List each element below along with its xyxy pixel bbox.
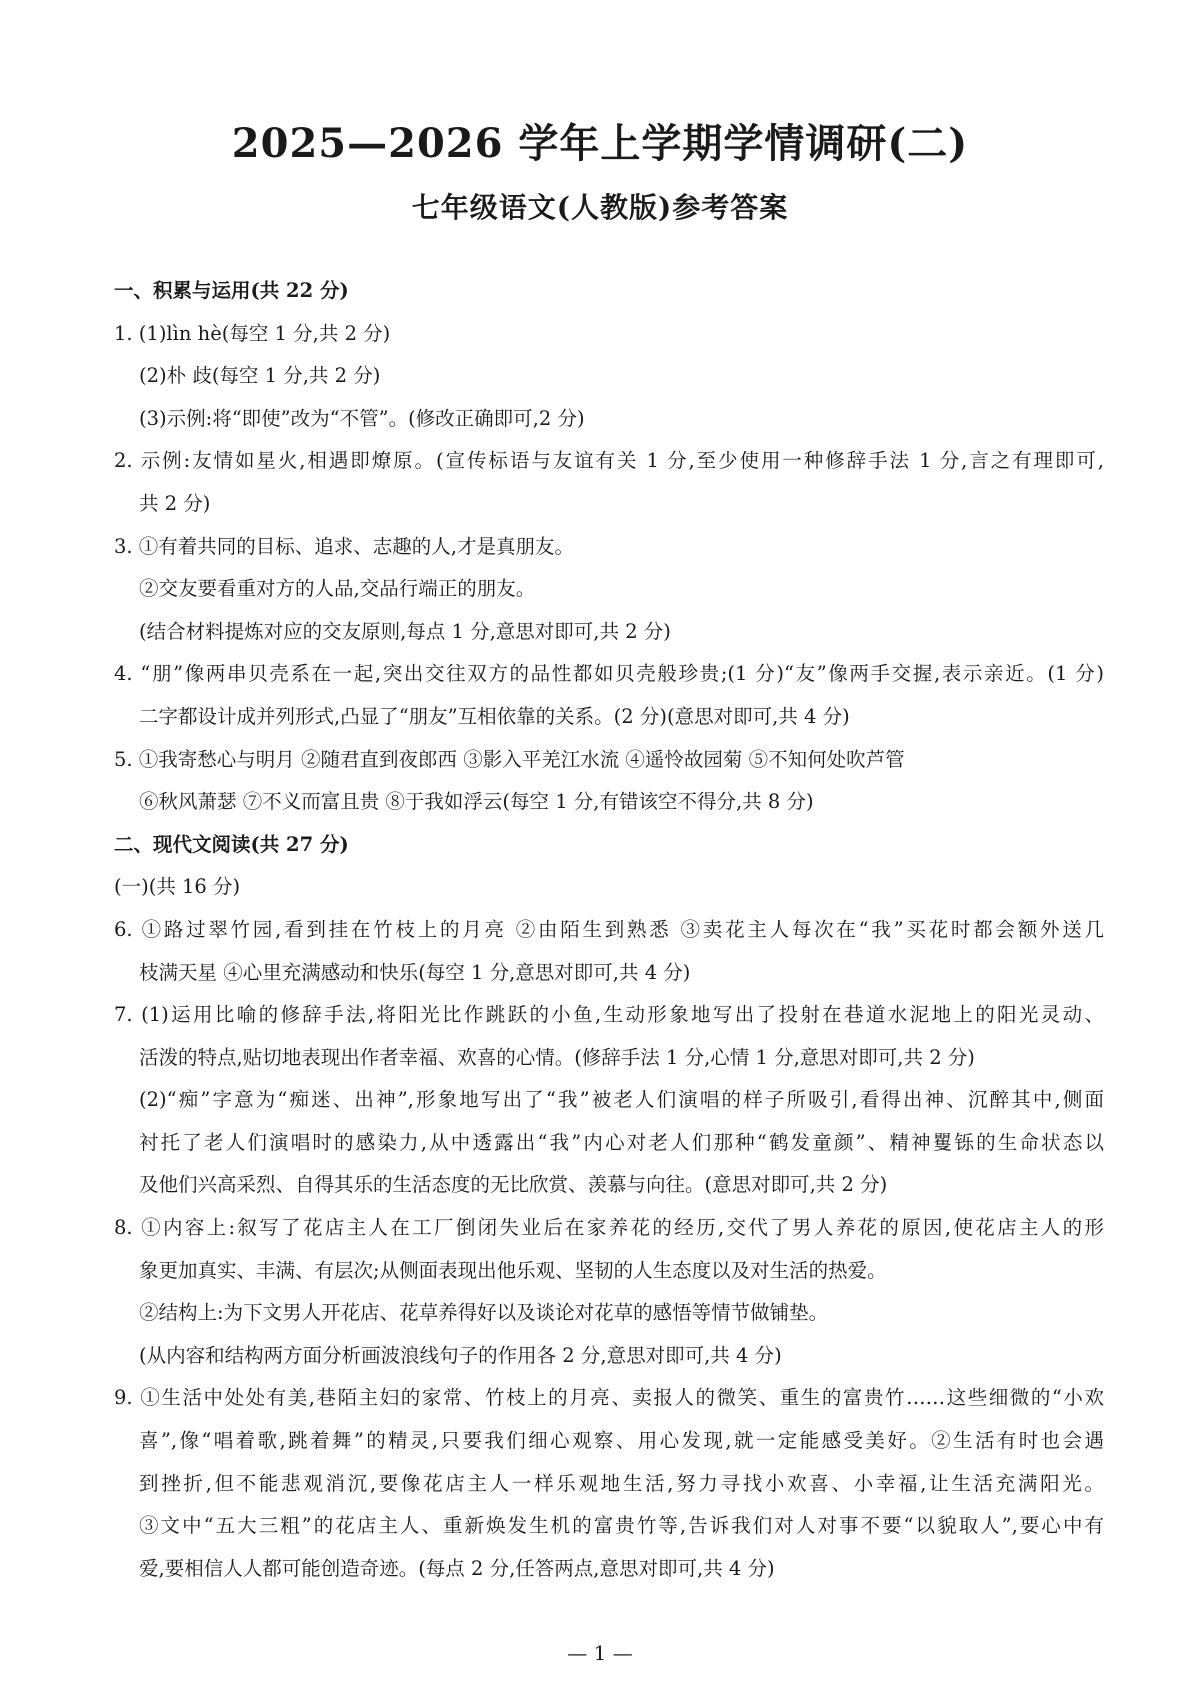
answer-line: (从内容和结构两方面分析画波浪线句子的作用各 2 分,意思对即可,共 4 分) (139, 1343, 782, 1367)
answer-line: 9. ①生活中处处有美,巷陌主妇的家常、竹枝上的月亮、卖报人的微笑、重生的富贵竹……这些细微的“小欢 (114, 1386, 1104, 1410)
document-title: 2025—2026 学年上学期学情调研(二) (231, 120, 969, 167)
answer-line: 8. ①内容上:叙写了花店主人在工厂倒闭失业后在家养花的经历,交代了男人养花的原因,使花店主人的形 (114, 1216, 1104, 1240)
answer-line: 7. (1)运用比喻的修辞手法,将阳光比作跳跃的小鱼,生动形象地写出了投射在巷道水泥地上的阳光灵动、 (114, 1003, 1104, 1027)
answer-line: (2)朴 歧(每空 1 分,共 2 分) (139, 364, 381, 388)
answer-line: 及他们兴高采烈、自得其乐的生活态度的无比欣赏、羡慕与向往。(意思对即可,共 2 分) (139, 1173, 888, 1197)
document-subtitle: 七年级语文(人教版)参考答案 (411, 191, 789, 224)
answer-line: (结合材料提炼对应的交友原则,每点 1 分,意思对即可,共 2 分) (139, 619, 671, 643)
answer-line: (3)示例:将“即使”改为“不管”。(修改正确即可,2 分) (139, 406, 585, 430)
answer-line: ⑥秋风萧瑟 ⑦不义而富且贵 ⑧于我如浮云(每空 1 分,有错该空不得分,共 8 分) (139, 790, 814, 814)
answer-content (114, 270, 1104, 1590)
answer-line: 共 2 分) (139, 491, 211, 515)
answer-line: 象更加真实、丰满、有层次;从侧面表现出他乐观、坚韧的人生态度以及对生活的热爱。 (139, 1258, 887, 1282)
answer-line: 活泼的特点,贴切地表现出作者幸福、欢喜的心情。(修辞手法 1 分,心情 1 分,意思对即可,共 2 分) (139, 1045, 975, 1069)
answer-line: 爱,要相信人人都可能创造奇迹。(每点 2 分,任答两点,意思对即可,共 4 分) (139, 1556, 775, 1580)
answer-line: 枝满天星 ④心里充满感动和快乐(每空 1 分,意思对即可,共 4 分) (139, 960, 691, 984)
answer-line: 二字都设计成并列形式,凸显了“朋友”互相依靠的关系。(2 分)(意思对即可,共 4 分) (139, 704, 850, 728)
answer-line: ②结构上:为下文男人开花店、花草养得好以及谈论对花草的感悟等情节做铺垫。 (139, 1301, 829, 1325)
answer-line: 1. (1)lìn hè(每空 1 分,共 2 分) (114, 321, 391, 345)
section-heading: 一、积累与运用(共 22 分) (114, 279, 349, 302)
answer-line: 衬托了老人们演唱时的感染力,从中透露出“我”内心对老人们那种“鹤发童颜”、精神矍铄的生命状态以 (139, 1130, 1104, 1154)
subsection-heading: (一)(共 16 分) (114, 875, 241, 899)
answer-line: 2. 示例:友情如星火,相遇即燎原。(宣传标语与友谊有关 1 分,至少使用一种修辞手法 1 分,言之有理即可, (114, 449, 1104, 473)
answer-line: 6. ①路过翠竹园,看到挂在竹枝上的月亮 ②由陌生到熟悉 ③卖花主人每次在“我”买花时都会额外送几 (114, 917, 1104, 941)
page-number: — 1 — (567, 1641, 633, 1665)
answer-line: 3. ①有着共同的目标、追求、志趣的人,才是真朋友。 (114, 534, 575, 558)
answer-line: ②交友要看重对方的人品,交品行端正的朋友。 (139, 577, 536, 601)
answer-line: 4. “朋”像两串贝壳系在一起,突出交往双方的品性都如贝壳般珍贵;(1 分)“友”像两手交握,表示亲近。(1 分) (114, 662, 1104, 686)
answer-line: ③文中“五大三粗”的花店主人、重新焕发生机的富贵竹等,告诉我们对人对事不要“以貌取人”,要心中有 (139, 1514, 1104, 1538)
answer-line: (2)“痴”字意为“痴迷、出神”,形象地写出了“我”被老人们演唱的样子所吸引,看得出神、沉醉其中,侧面 (139, 1088, 1104, 1112)
answer-line: 5. ①我寄愁心与明月 ②随君直到夜郎西 ③影入平羌江水流 ④遥怜故园菊 ⑤不知何处吹芦管 (114, 747, 905, 771)
answer-line: 到挫折,但不能悲观消沉,要像花店主人一样乐观地生活,努力寻找小欢喜、小幸福,让生活充满阳光。 (139, 1471, 1104, 1495)
answer-line: 喜”,像“唱着歌,跳着舞”的精灵,只要我们细心观察、用心发现,就一定能感受美好。②生活有时也会遇 (139, 1429, 1104, 1453)
section-heading: 二、现代文阅读(共 27 分) (114, 832, 349, 856)
